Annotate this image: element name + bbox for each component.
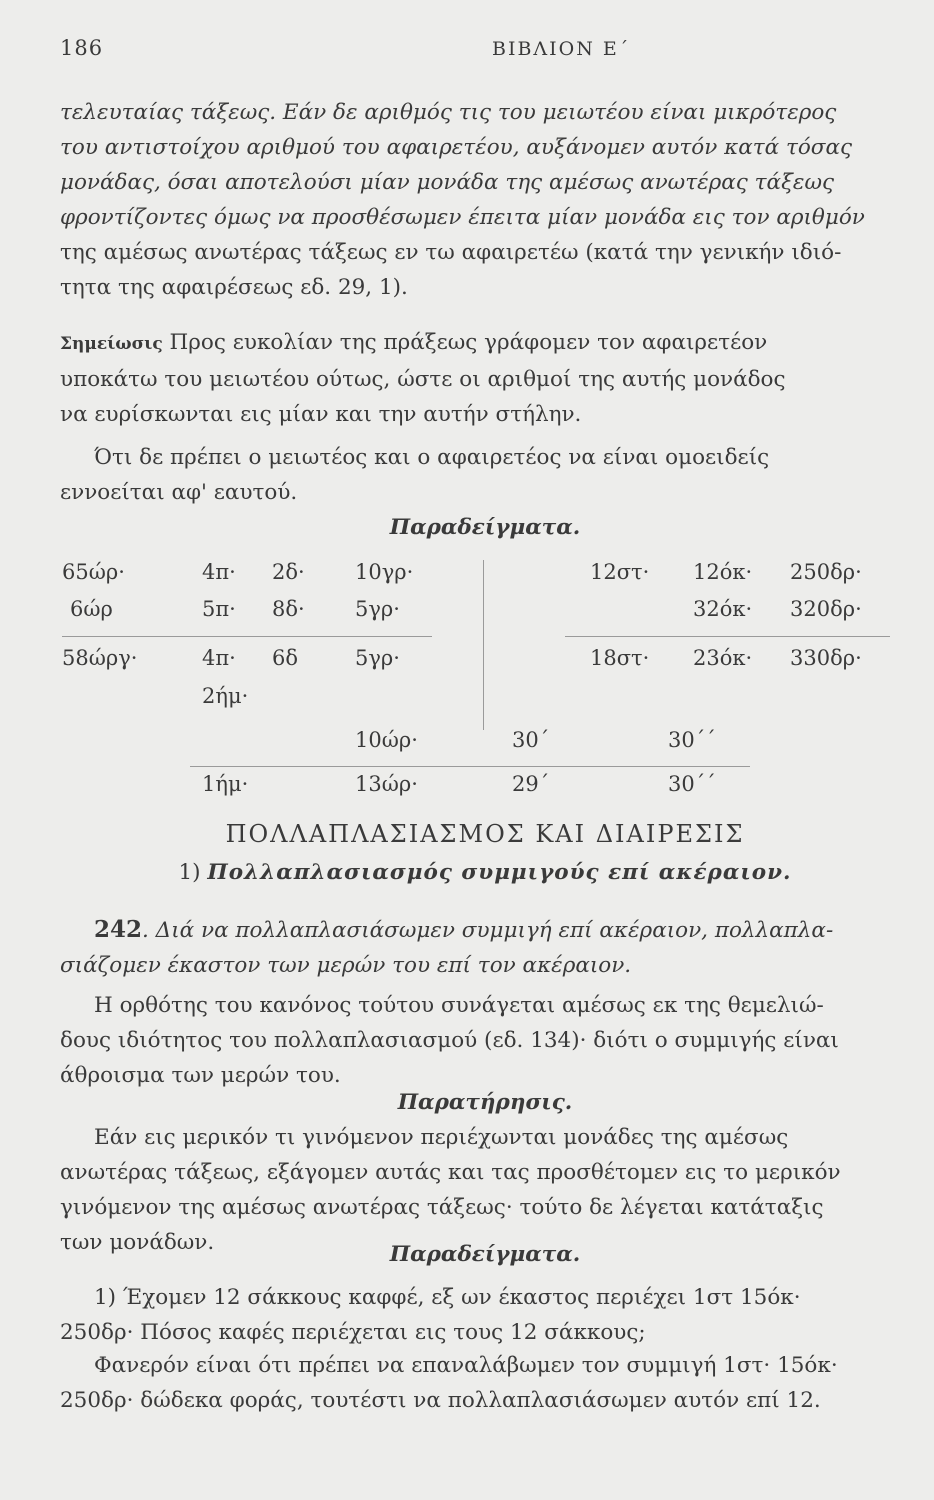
text-line: των μονάδων. [60,1230,215,1255]
sum-rule [190,766,750,767]
table-cell: 320δρ· [790,597,862,621]
table-cell: 6δ [272,646,299,670]
text-line: εννοείται αφ' εαυτού. [60,480,298,505]
table-cell: 250δρ· [790,560,862,584]
text-line: Η ορθότης του κανόνος τούτου συνάγεται αμέσως εκ της θεμελιώ- [94,993,824,1018]
paragraph-intro [60,95,910,305]
examples-heading: Παραδείγματα. [389,515,581,540]
text-line: τελευταίας τάξεως. Εάν δε αριθμός τις του μειωτέου είναι μικρότερος [60,100,837,125]
text-line: γινόμενον της αμέσως ανωτέρας τάξεως· τούτο δε λέγεται κατάταξις [60,1195,824,1220]
running-title: ΒΙΒΛΙΟΝ Ε΄ [492,38,631,60]
table-cell: 30΄΄ [668,772,716,796]
text-line: τητα της αφαιρέσεως εδ. 29, 1). [60,275,408,300]
text-line: μονάδας, όσαι αποτελούσι μίαν μονάδα της αμέσως ανωτέρας τάξεως [60,170,835,195]
text-line: 250δρ· δώδεκα φοράς, τουτέστι να πολλαπλασιάσωμεν αυτόν επί 12. [60,1388,821,1413]
table-cell: 12όκ· [693,560,753,584]
text-line: 1) Έχομεν 12 σάκκους καφφέ, εξ ων έκαστος περιέχει 1στ 15όκ· [94,1285,801,1310]
article-line: . Διά να πολλαπλασιάσωμεν συμμιγή επί ακέραιον, πολλαπλα- [142,918,834,943]
table-cell: 30΄ [512,728,550,752]
table-cell: 58ώργ· [62,646,138,670]
examples-heading-2: Παραδείγματα. [389,1242,581,1267]
text-line: Φανερόν είναι ότι πρέπει να επαναλάβωμεν τον συμμιγή 1στ· 15όκ· [94,1353,838,1378]
table-cell: 12στ· [590,560,650,584]
sum-rule [565,636,890,637]
text-line [60,325,910,362]
note-paragraph [60,325,910,432]
section-number: 1) [178,860,201,885]
table-cell: 2ήμ· [202,684,249,708]
text-line: της αμέσως ανωτέρας τάξεως εν τω αφαιρετέω (κατά την γενικήν ιδιό- [60,240,842,265]
table-cell: 8δ· [272,597,305,621]
page-header [60,36,910,66]
column-divider [483,560,484,730]
table-cell: 330δρ· [790,646,862,670]
table-cell: 65ώρ· [62,560,125,584]
table-cell: 10ώρ· [355,728,418,752]
table-cell: 29΄ [512,772,550,796]
table-cell: 13ώρ· [355,772,418,796]
table-cell: 4π· [202,646,236,670]
paragraph-oti [60,440,910,510]
table-cell: 10γρ· [355,560,414,584]
remarks-heading: Παρατήρησις. [397,1090,573,1115]
table-cell: 5γρ· [355,646,400,670]
table-cell: 23όκ· [693,646,753,670]
note-line: Προς ευκολίαν της πράξεως γράφομεν τον αφαιρετέον [162,330,768,355]
text-line: σιάζομεν έκαστον των μερών του επί τον ακέραιον. [60,953,632,978]
table-cell: 5γρ· [355,597,400,621]
text-line: ανωτέρας τάξεως, εξάγομεν αυτάς και τας προσθέτομεν εις το μερικόν [60,1160,841,1185]
text-line: υποκάτω του μειωτέου ούτως, ώστε οι αριθμοί της αυτής μονάδος [60,367,786,392]
table-cell: 5π· [202,597,236,621]
section-title: Πολλαπλασιασμός συμμιγούς επί ακέραιον. [207,860,792,885]
paragraph-orthotis [60,988,910,1093]
sum-rule [62,636,432,637]
page-number: 186 [60,36,104,60]
article-242 [60,912,910,983]
text-line: φροντίζοντες όμως να προσθέσωμεν έπειτα μίαν μονάδα εις τον αριθμόν [60,205,865,230]
table-cell: 32όκ· [693,597,753,621]
paragraph-faneron [60,1348,910,1418]
section-heading [60,860,910,885]
table-cell: 18στ· [590,646,650,670]
table-cell: 1ήμ· [202,772,249,796]
text-line [60,912,910,948]
text-line: 250δρ· Πόσος καφές περιέχεται εις τους 12 σάκκους; [60,1320,646,1345]
table-cell: 4π· [202,560,236,584]
text-line: να ευρίσκωνται εις μίαν και την αυτήν στήλην. [60,402,582,427]
text-line: δους ιδιότητος του πολλαπλασιασμού (εδ. 134)· διότι ο συμμιγής είναι [60,1028,839,1053]
paragraph-remark [60,1120,910,1260]
table-cell: 6ώρ [70,597,113,621]
text-line: Ότι δε πρέπει ο μειωτέος και ο αφαιρετέος να είναι ομοειδείς [94,445,770,470]
text-line: Εάν εις μερικόν τι γινόμενον περιέχωνται μονάδες της αμέσως [94,1125,789,1150]
note-label: Σημείωσις [60,334,163,354]
text-line: άθροισμα των μερών του. [60,1063,341,1088]
chapter-title: ΠΟΛΛΑΠΛΑΣΙΑΣΜΟΣ ΚΑΙ ΔΙΑΙΡΕΣΙΣ [225,820,745,848]
article-number: 242 [94,916,143,943]
example-1 [60,1280,910,1350]
table-cell: 2δ· [272,560,305,584]
text-line: του αντιστοίχου αριθμού του αφαιρετέου, αυξάνομεν αυτόν κατά τόσας [60,135,853,160]
table-cell: 30΄΄ [668,728,716,752]
